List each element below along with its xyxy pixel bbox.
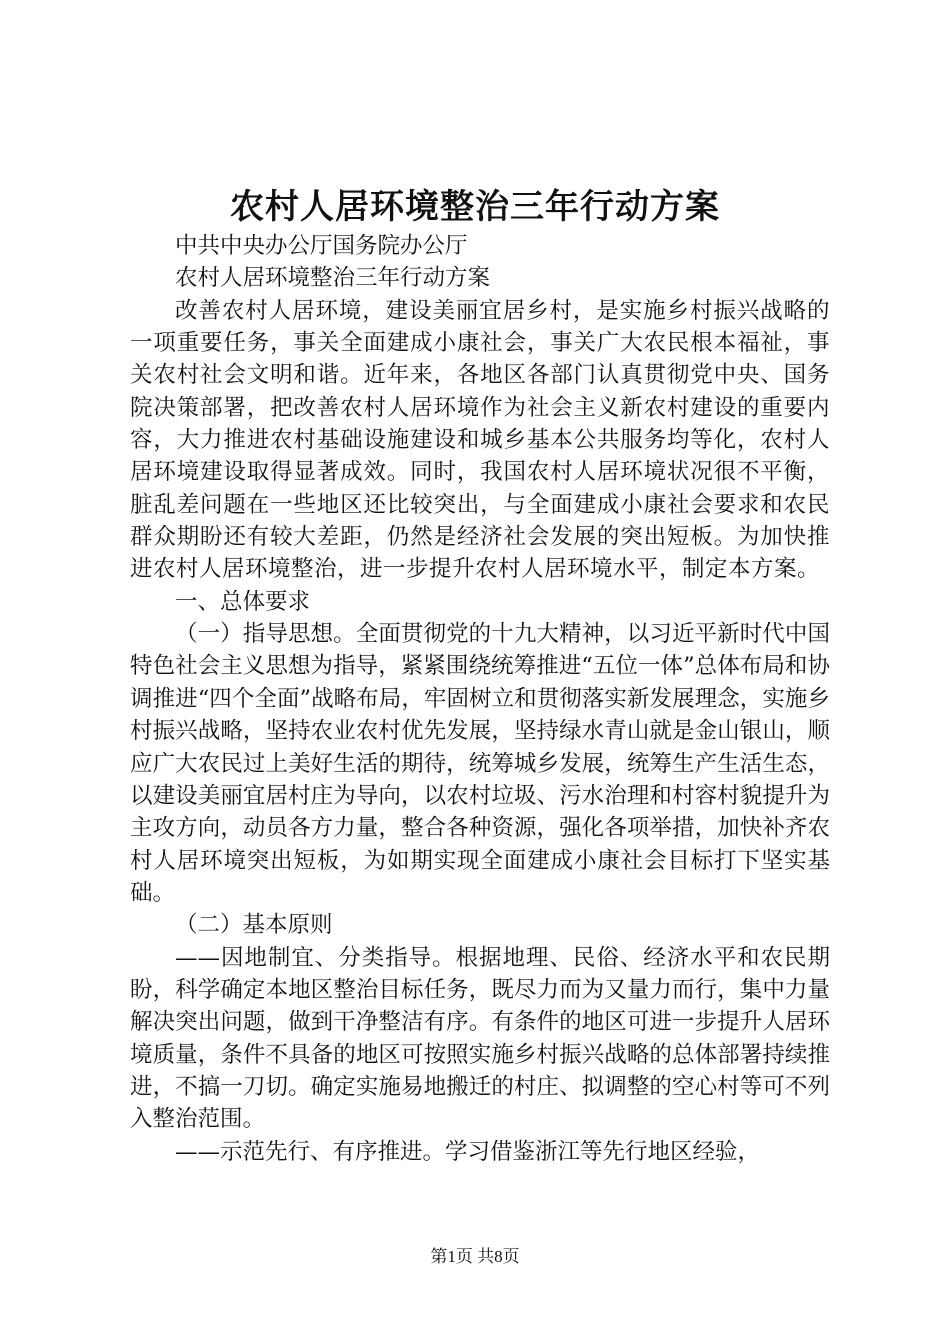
document-body [130,230,830,1168]
guiding-thought-paragraph: （一）指导思想。全面贯彻党的十九大精神，以习近平新时代中国特色社会主义思想为指导，紧紧围绕统筹推进“五位一体”总体布局和协调推进“四个全面”战略布局，牢固树立和贯彻落实新发展理念，实施乡村振兴战略，坚持农业农村优先发展，坚持绿水青山就是金山银山，顺应广大农民过上美好生活的期待，统筹城乡发展，统筹生产生活生态，以建设美丽宜居村庄为导向，以农村垃圾、污水治理和村容村貌提升为主攻方向，动员各方力量，整合各种资源，强化各项举措，加快补齐农村人居环境突出短板，为如期实现全面建成小康社会目标打下坚实基础。 [130,621,830,906]
page-number-footer: 第1页 共8页 [430,1247,520,1266]
principle-paragraph: ——示范先行、有序推进。学习借鉴浙江等先行地区经验， [175,1138,761,1165]
intro-paragraph: 改善农村人居环境，建设美丽宜居乡村，是实施乡村振兴战略的一项重要任务，事关全面建成小康社会，事关广大农民根本福祉，事关农村社会文明和谐。近年来，各地区各部门认真贯彻党中央、国务院决策部署，把改善农村人居环境作为社会主义新农村建设的重要内容，大力推进农村基础设施建设和城乡基本公共服务均等化，农村人居环境建设取得显著成效。同时，我国农村人居环境状况很不平衡，脏乱差问题在一些地区还比较突出，与全面建成小康社会要求和农民群众期盼还有较大差距，仍然是经济社会发展的突出短板。为加快推进农村人居环境整治，进一步提升农村人居环境水平，制定本方案。 [130,297,830,583]
subtitle-line: 农村人居环境整治三年行动方案 [175,265,491,292]
principle-paragraph: ——因地制宜、分类指导。根据地理、民俗、经济水平和农民期盼，科学确定本地区整治目标任务，既尽力而为又量力而行，集中力量解决突出问题，做到干净整洁有序。有条件的地区可进一步提升人居环境质量，条件不具备的地区可按照实施乡村振兴战略的总体部署持续推进，不搞一刀切。确定实施易地搬迁的村庄、拟调整的空心村等可不列入整治范围。 [130,944,830,1133]
issuer-line: 中共中央办公厅国务院办公厅 [175,233,468,259]
section-heading: 一、总体要求 [175,588,311,615]
document-title: 农村人居环境整治三年行动方案 [230,187,720,227]
subsection-heading: （二）基本原则 [175,912,333,939]
